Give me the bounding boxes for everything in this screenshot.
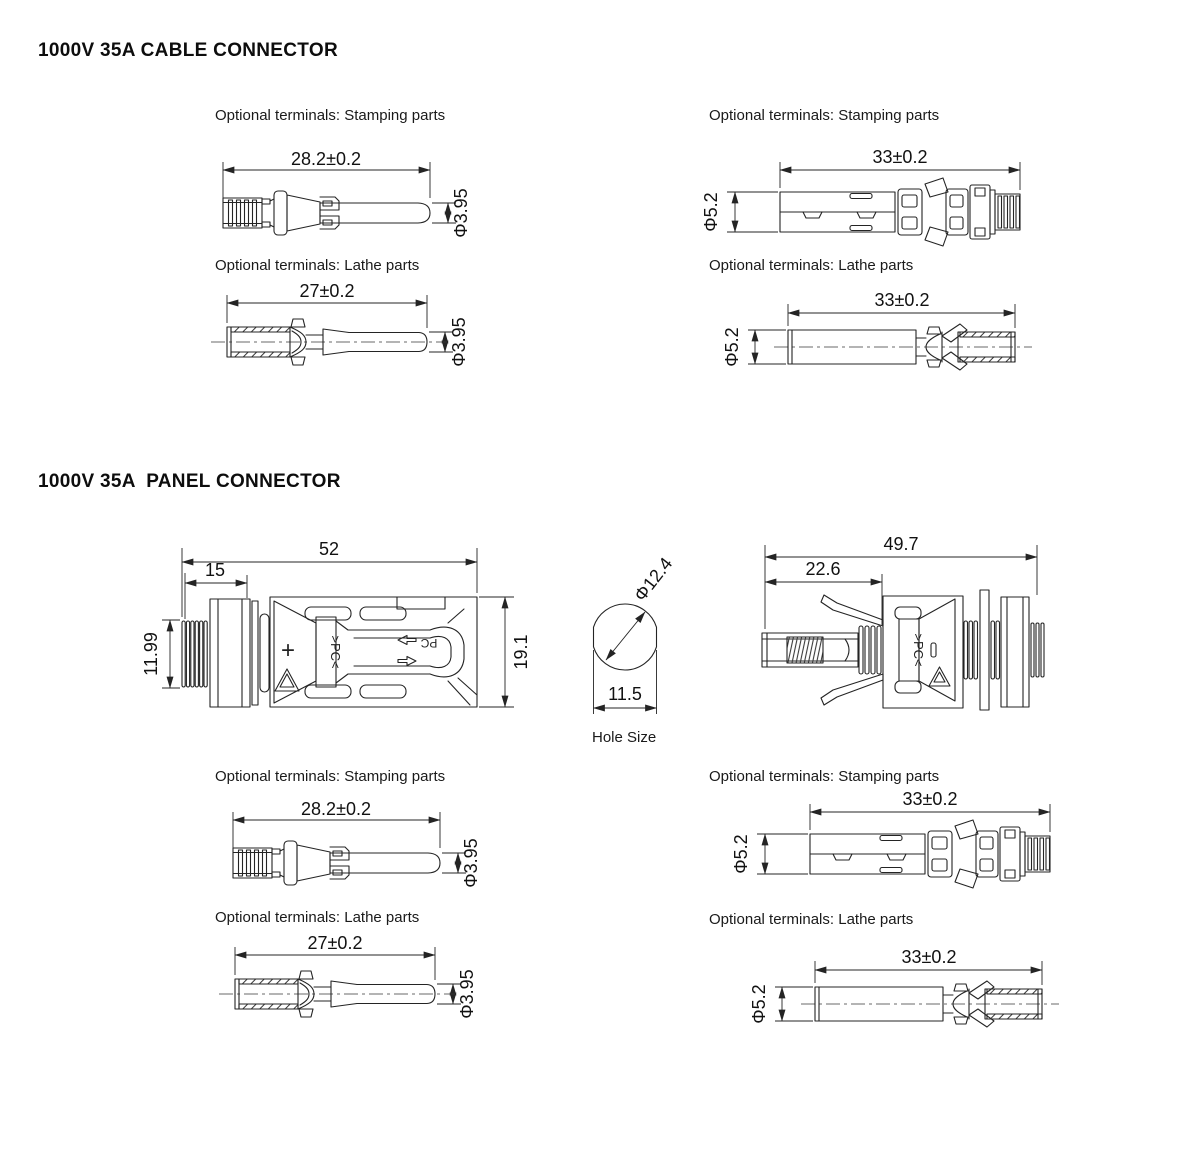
dim-length-label: 28.2±0.2: [291, 149, 361, 169]
dim-hole-width-label: 11.5: [608, 684, 642, 704]
caption-lathe-panel-male: Optional terminals: Lathe parts: [215, 909, 420, 926]
dim-overall-length-label: 49.7: [883, 534, 919, 554]
female-lathe-terminal-diagram-cable: [720, 290, 1050, 390]
dim-thread-diameter-label: 11.99: [141, 632, 161, 676]
panel-female-connector-diagram: [745, 533, 1075, 728]
dim-diameter-label: Φ3.95: [449, 317, 469, 367]
dim-length-label: 33±0.2: [901, 947, 957, 967]
section-title-panel-connector: 1000V 35A PANEL CONNECTOR: [38, 471, 341, 492]
male-lathe-terminal-diagram-cable: [195, 281, 485, 385]
caption-stamping-panel-male: Optional terminals: Stamping parts: [215, 768, 446, 785]
caption-lathe-panel-female: Optional terminals: Lathe parts: [709, 911, 914, 928]
pc-mold-mark: PC: [420, 636, 438, 650]
dim-length-label: 33±0.2: [874, 290, 930, 310]
panel-female-connector-drawing: [762, 590, 1044, 710]
mounting-hole-diagram: [560, 553, 740, 753]
dim-length-label: 28.2±0.2: [301, 799, 371, 819]
female-stamping-terminal-drawing: [757, 804, 1050, 888]
dim-diameter-label: Φ3.95: [457, 969, 477, 1019]
caption-lathe-cable-male: Optional terminals: Lathe parts: [215, 257, 420, 274]
female-stamping-terminal-diagram-cable: [701, 140, 1055, 245]
dim-length-label: 27±0.2: [307, 933, 363, 953]
dim-diameter-label: Φ5.2: [701, 192, 721, 232]
caption-stamping-panel-female: Optional terminals: Stamping parts: [709, 768, 940, 785]
dim-front-length-label: 22.6: [805, 559, 841, 579]
dim-length-label: 33±0.2: [872, 147, 928, 167]
male-stamping-terminal-diagram-panel: [200, 800, 490, 900]
dim-diameter-label: Φ5.2: [731, 834, 751, 874]
male-lathe-terminal-drawing: [211, 295, 453, 365]
male-lathe-terminal-drawing: [219, 947, 461, 1017]
pc-band-mark: >PC<: [328, 635, 343, 669]
dim-diameter-label: Φ5.2: [722, 327, 742, 367]
dimension-lines: [765, 545, 1037, 629]
caption-stamping-cable-female: Optional terminals: Stamping parts: [709, 107, 940, 124]
female-lathe-terminal-drawing: [748, 304, 1032, 370]
section-title-cable-connector: 1000V 35A CABLE CONNECTOR: [38, 40, 338, 61]
dim-diameter-label: Φ3.95: [451, 188, 471, 238]
female-lathe-terminal-diagram-panel: [747, 947, 1077, 1047]
dim-thread-length-label: 15: [204, 560, 226, 580]
polarity-plus-mark: +: [280, 637, 296, 664]
pc-band-mark: >PC<: [911, 633, 926, 667]
dim-length-label: 27±0.2: [299, 281, 355, 301]
panel-male-connector-diagram: [141, 535, 533, 730]
dim-length-label: 33±0.2: [902, 789, 958, 809]
female-stamping-terminal-diagram-panel: [731, 782, 1085, 887]
male-stamping-terminal-drawing: [223, 162, 456, 235]
male-stamping-terminal-drawing: [233, 812, 466, 885]
female-lathe-terminal-drawing: [775, 961, 1059, 1027]
dim-height-label: 19.1: [511, 634, 531, 670]
caption-stamping-cable-male: Optional terminals: Stamping parts: [215, 107, 446, 124]
dim-overall-length-label: 52: [318, 539, 340, 559]
male-stamping-terminal-diagram-cable: [190, 150, 480, 250]
male-lathe-terminal-diagram-panel: [203, 933, 493, 1037]
caption-lathe-cable-female: Optional terminals: Lathe parts: [709, 257, 914, 274]
caption-hole-size: Hole Size: [592, 729, 657, 746]
dim-diameter-label: Φ5.2: [749, 984, 769, 1024]
dim-hole-diameter-label: Φ12.4: [630, 553, 677, 605]
female-stamping-terminal-drawing: [727, 162, 1020, 246]
dim-diameter-label: Φ3.95: [461, 838, 481, 888]
